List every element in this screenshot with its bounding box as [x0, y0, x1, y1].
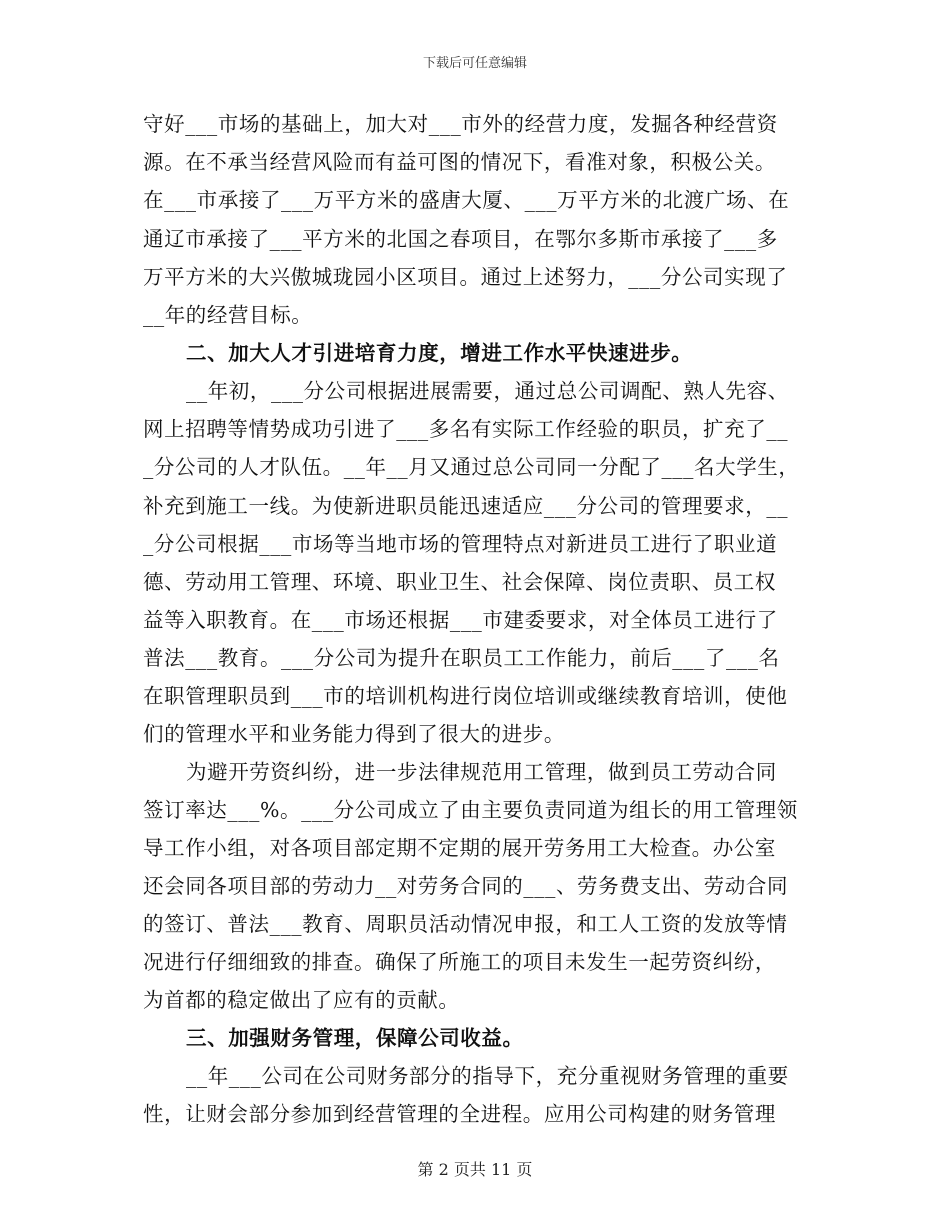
body-line: __年初，___分公司根据进展需要，通过总公司调配、熟人先容、 — [186, 379, 789, 403]
body-line: 德、劳动用工管理、环境、职业卫生、社会保障、岗位责职、员工权 — [143, 570, 776, 594]
body-line: 导工作小组，对各项目部定期不定期的展开劳务用工大检查。办公室 — [143, 836, 776, 860]
body-line: 签订率达___%。___分公司成立了由主要负责同道为组长的用工管理领 — [143, 798, 798, 822]
body-line: 况进行仔细细致的排查。确保了所施工的项目未发生一起劳资纠纷， — [143, 950, 776, 974]
body-line: 在___市承接了___万平方米的盛唐大厦、___万平方米的北渡广场、在 — [143, 188, 790, 212]
body-line: 通辽市承接了___平方米的北国之春项目，在鄂尔多斯市承接了___多 — [143, 227, 778, 251]
body-line: 还会同各项目部的劳动力__对劳务合同的___、劳务费支出、劳动合同 — [143, 874, 789, 898]
page-header: 下载后可任意编辑 — [422, 56, 527, 71]
body-line: _分公司根据___市场等当地市场的管理特点对新进员工进行了职业道 — [143, 532, 778, 556]
body-line: 为避开劳资纠纷，进一步法律规范用工管理，做到员工劳动合同 — [186, 760, 777, 784]
section-heading: 三、加强财务管理，保障公司收益。 — [186, 1026, 524, 1050]
body-line: 补充到施工一线。为使新进职员能迅速适应___分公司的管理要求，__ — [143, 494, 789, 518]
body-line: 普法___教育。___分公司为提升在职员工工作能力，前后___了___名 — [143, 646, 780, 670]
body-line: 网上招聘等情势成功引进了___多名有实际工作经验的职员，扩充了__ — [143, 417, 789, 441]
body-line: 守好___市场的基础上，加大对___市外的经营力度，发掘各种经营资 — [143, 112, 778, 136]
body-line: 在职管理职员到___市的培训机构进行岗位培训或继续教育培训，使他 — [143, 684, 788, 708]
body-line: _分公司的人才队伍。__年__月又通过总公司同一分配了___名大学生， — [143, 455, 800, 479]
body-line: 性，让财会部分参加到经营管理的全进程。应用公司构建的财务管理 — [143, 1102, 776, 1126]
body-line: __年___公司在公司财务部分的指导下，充分重视财务管理的重要 — [186, 1064, 789, 1088]
body-line: 万平方米的大兴傲城珑园小区项目。通过上述努力，___分公司实现了 — [143, 265, 788, 289]
body-line: 为首都的稳定做出了应有的贡献。 — [143, 988, 460, 1012]
body-line: 益等入职教育。在___市场还根据___市建委要求，对全体员工进行了 — [143, 608, 778, 632]
body-line: 源。在不承当经营风险而有益可图的情况下，看准对象，积极公关。 — [143, 150, 776, 174]
body-line: 的签订、普法___教育、周职员活动情况申报，和工人工资的发放等情 — [143, 912, 788, 936]
section-heading: 二、加大人才引进培育力度，增进工作水平快速进步。 — [186, 341, 693, 365]
body-line: 们的管理水平和业务能力得到了很大的进步。 — [143, 722, 565, 746]
body-line: __年的经营目标。 — [143, 303, 313, 327]
page-footer: 第 2 页共 11 页 — [417, 1160, 533, 1179]
